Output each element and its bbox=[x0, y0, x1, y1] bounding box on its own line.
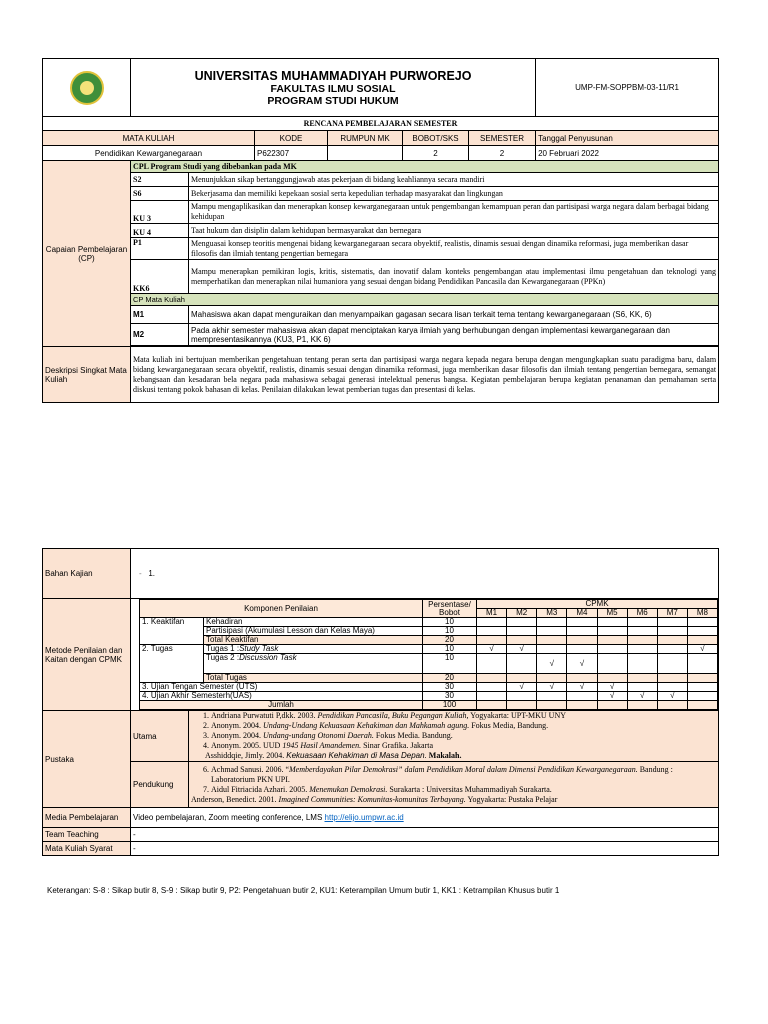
university-logo-icon bbox=[70, 71, 104, 105]
check-icon: √ bbox=[567, 683, 597, 692]
uts-label: 3. Ujian Tengan Semester (UTS) bbox=[140, 683, 423, 692]
cpl-code: S2 bbox=[131, 173, 189, 187]
tugas2-bobot: 10 bbox=[423, 654, 477, 674]
value-semester: 2 bbox=[469, 146, 536, 161]
metode-cell bbox=[131, 599, 719, 711]
uas-bobot: 30 bbox=[423, 692, 477, 701]
total-keaktifan-bobot: 20 bbox=[423, 636, 477, 645]
check-icon: √ bbox=[537, 654, 567, 674]
header-rumpun: RUMPUN MK bbox=[328, 131, 403, 146]
partisipasi-bobot: 10 bbox=[423, 627, 477, 636]
cpl-text: Bekerjasama dan memiliki kepekaan sosial serta kepedulian terhadap masyarakat dan lingkungan bbox=[189, 187, 719, 201]
jumlah-bobot: 100 bbox=[423, 701, 477, 710]
keaktifan-label: 1. Keaktifan bbox=[140, 618, 204, 645]
kehadiran-bobot: 10 bbox=[423, 618, 477, 627]
cpl-code: KU 3 bbox=[131, 201, 189, 224]
pustaka-item: 4. Anonym. 2005. UUD 1945 Hasil Amandemen. Sinar Grafika. Jakarta bbox=[211, 741, 716, 751]
value-bobot: 2 bbox=[403, 146, 469, 161]
cpl-code: P1 bbox=[131, 238, 189, 260]
bahan-kajian-item: 1. bbox=[148, 569, 156, 578]
penilaian-table bbox=[139, 599, 718, 710]
kehadiran-label: Kehadiran bbox=[204, 618, 423, 627]
media-label: Media Pembelajaran bbox=[43, 808, 131, 828]
check-icon: √ bbox=[687, 645, 717, 654]
pustaka-pendukung-extra: Anderson, Benedict. 2001. Imagined Communities: Komunitas-komunitas Terbayang. Yogyakarta: Pustaka Pelajar bbox=[191, 794, 558, 804]
mk-syarat-label: Mata Kuliah Syarat bbox=[43, 842, 131, 856]
cpmk-code: M1 bbox=[131, 306, 189, 324]
cpl-code: KK6 bbox=[131, 260, 189, 294]
cpmk-header: CPMK bbox=[477, 600, 718, 609]
pustaka-utama-extra: Asshiddqie, Jimly. 2004. Kekuasaan Kehakiman di Masa Depan. Makalah. bbox=[205, 751, 462, 760]
pustaka-item: 7. Aidul Fitriacida Azhari. 2005. Menemukan Demokrasi. Surakarta : Universitas Muhammadiyah Surakarta. bbox=[211, 785, 716, 795]
pustaka-item: 3. Anonym. 2004. Undang-undang Otonomi Daerah. Fokus Media. Bandung. bbox=[211, 731, 716, 741]
cpl-title: CPL Program Studi yang dibebankan pada MK bbox=[131, 161, 719, 173]
document-code: UMP-FM-SOPPBM-03-11/R1 bbox=[536, 59, 719, 117]
jumlah-label: Jumlah bbox=[140, 701, 423, 710]
cpl-text: Taat hukum dan disiplin dalam kehidupan bermasyarakat dan bernegara bbox=[189, 224, 719, 238]
check-icon: √ bbox=[507, 683, 537, 692]
cpmk-col-header: M1 bbox=[477, 609, 507, 618]
cpmk-text: Mahasiswa akan dapat menguraikan dan menyampaikan gagasan secara lisan terkait tema tentang kewarganegaraan (S6, KK, 6) bbox=[189, 306, 719, 324]
cpmk-col-header: M8 bbox=[687, 609, 717, 618]
media-text: Video pembelajaran, Zoom meeting conference, LMS bbox=[133, 813, 325, 822]
check-icon: √ bbox=[657, 692, 687, 701]
tugas-label: 2. Tugas bbox=[140, 645, 204, 683]
tugas1-bobot: 10 bbox=[423, 645, 477, 654]
check-icon: √ bbox=[477, 645, 507, 654]
check-icon: √ bbox=[597, 692, 627, 701]
keterangan: Keterangan: S-8 : Sikap butir 8, S-9 : Sikap butir 9, P2: Pengetahuan butir 2, KU1: Keterampilan Umum butir 1, KK1 : Ketrampilan Khusus butir 1 bbox=[47, 886, 560, 895]
deskripsi-text: Mata kuliah ini bertujuan memberikan pengetahuan tentang peran serta dan partisipasi warga negara kepada negara berupa dengan mengungkapkan suatu paradigma baru, dalam bidang kewarganegaraan secara obyektif, realistis, dinamis sesuai dengan dinamika reformasi, juga memberikan dasar filosofis dan ilmiah tentang pengertian bernegara, semangat kebangsaan dan kesadaran bela negara pada mahasiswa sebagai generasi intelektual penerus bangsa. Kegiatan pembelajaran berupa kegiatan penanaman dan pemahaman serta diskusi tentang pokok bahasan di kelas. Penilaian dilakukan lewat pemberian tugas dan presentasi di kelas. bbox=[131, 347, 719, 403]
header-bobot: BOBOT/SKS bbox=[403, 131, 469, 146]
rps-detail-table bbox=[42, 548, 719, 856]
mk-syarat-value: - bbox=[131, 842, 719, 856]
tugas2-label: Tugas 2 :Discussion Task bbox=[204, 654, 423, 674]
uas-label: 4. Ujian Akhir Semesterh(UAS) bbox=[140, 692, 423, 701]
value-kode: P622307 bbox=[255, 146, 328, 161]
pustaka-pendukung-list bbox=[189, 762, 719, 808]
value-tanggal: 20 Februari 2022 bbox=[536, 146, 719, 161]
tugas1-label: Tugas 1 :Study Task bbox=[204, 645, 423, 654]
pustaka-label: Pustaka bbox=[43, 711, 131, 808]
media-value bbox=[131, 808, 719, 828]
pustaka-item: 2. Anonym. 2004. Undang-Undang Kekuasaan Kehakiman dan Mahkamah agung. Fokus Media, Bandung. bbox=[211, 721, 716, 731]
faculty-name: FAKULTAS ILMU SOSIAL bbox=[270, 82, 396, 95]
check-icon: √ bbox=[507, 645, 537, 654]
institution-title bbox=[131, 59, 536, 117]
total-tugas-bobot: 20 bbox=[423, 674, 477, 683]
cpl-code: S6 bbox=[131, 187, 189, 201]
cpmk-col-header: M3 bbox=[537, 609, 567, 618]
header-semester: SEMESTER bbox=[469, 131, 536, 146]
cpl-text: Mampu menerapkan pemikiran logis, kritis, sistematis, dan inovatif dalam konteks pengembangan atau implementasi ilmu pengetahuan dan teknologi yang memperhatikan dan menerapkan nilai humaniora yang sesuai dengan bidang Pendidikan Pancasila dan Kewarganegaraan (PPKn) bbox=[189, 260, 719, 294]
total-keaktifan-label: Total Keaktifan bbox=[204, 636, 423, 645]
bullet: - bbox=[139, 569, 142, 578]
deskripsi-label: Deskripsi Singkat Mata Kuliah bbox=[43, 347, 131, 403]
metode-label: Metode Penilaian dan Kaitan dengan CPMK bbox=[43, 599, 131, 711]
uts-bobot: 30 bbox=[423, 683, 477, 692]
check-icon: √ bbox=[537, 683, 567, 692]
lms-link[interactable]: http://elijo.umpwr.ac.id bbox=[324, 813, 404, 822]
cp-label: Capaian Pembelajaran (CP) bbox=[43, 161, 131, 347]
check-icon: √ bbox=[597, 683, 627, 692]
cpmk-title: CP Mata Kuliah bbox=[131, 294, 719, 306]
program-name: PROGRAM STUDI HUKUM bbox=[267, 94, 399, 107]
header-tanggal: Tanggal Penyusunan bbox=[536, 131, 719, 146]
rps-title: RENCANA PEMBELAJARAN SEMESTER bbox=[43, 117, 719, 131]
check-icon: √ bbox=[627, 692, 657, 701]
bahan-kajian-label: Bahan Kajian bbox=[43, 549, 131, 599]
logo-cell bbox=[43, 59, 131, 117]
value-rumpun bbox=[328, 146, 403, 161]
cpl-text: Menunjukkan sikap bertanggungjawab atas pekerjaan di bidang keahliannya secara mandiri bbox=[189, 173, 719, 187]
cpl-code: KU 4 bbox=[131, 224, 189, 238]
team-teaching-value: - bbox=[131, 828, 719, 842]
header-kode: KODE bbox=[255, 131, 328, 146]
value-mata-kuliah: Pendidikan Kewarganegaraan bbox=[43, 146, 255, 161]
total-tugas-label: Total Tugas bbox=[204, 674, 423, 683]
cpmk-col-header: M2 bbox=[507, 609, 537, 618]
cpmk-col-header: M5 bbox=[597, 609, 627, 618]
bobot-header: Persentase/ Bobot bbox=[423, 600, 477, 618]
pustaka-utama-label: Utama bbox=[131, 711, 189, 762]
pustaka-pendukung-label: Pendukung bbox=[131, 762, 189, 808]
team-teaching-label: Team Teaching bbox=[43, 828, 131, 842]
cpl-text: Mampu mengaplikasikan dan menerapkan konsep kewarganegaraan untuk pengembangan kemampuan peran dan partisipasi warga negara dalam berbagai bidang kehidupan bbox=[189, 201, 719, 224]
cpmk-col-header: M4 bbox=[567, 609, 597, 618]
bahan-kajian-value bbox=[131, 549, 719, 599]
pustaka-item: 1. Andriana Purwatuti P,dkk. 2003. Pendidikan Pancasila, Buku Pegangan Kuliah, Yogyakarta: UPT-MKU UNY bbox=[211, 711, 716, 721]
cpmk-code: M2 bbox=[131, 324, 189, 346]
partisipasi-label: Partisipasi (Akumulasi Lesson dan Kelas Maya) bbox=[204, 627, 423, 636]
pustaka-item: 6. Achmad Sanusi. 2006. “Memberdayakan Pilar Demokrasi” dalam Pendidikan Moral dalam Dimensi Pendidikan Kewarganegaraan. Bandung : Laboratorium PKN UPI. bbox=[211, 765, 716, 785]
pustaka-utama-list bbox=[189, 711, 719, 762]
university-name: UNIVERSITAS MUHAMMADIYAH PURWOREJO bbox=[194, 68, 472, 83]
check-icon: √ bbox=[567, 654, 597, 674]
komponen-header: Komponen Penilaian bbox=[140, 600, 423, 618]
cpmk-text: Pada akhir semester mahasiswa akan dapat menciptakan karya ilmiah yang berhubungan dengan implementasi kewarganegaraan dan mempresentasikannya (KU3, P1, KK 6) bbox=[189, 324, 719, 346]
cpmk-col-header: M6 bbox=[627, 609, 657, 618]
cpmk-col-header: M7 bbox=[657, 609, 687, 618]
rps-header-table bbox=[42, 58, 719, 403]
header-mata-kuliah: MATA KULIAH bbox=[43, 131, 255, 146]
cpl-text: Menguasai konsep teoritis mengenai bidang kewarganegaraan secara obyektif, realistis, dinamis sesuai dengan dinamika reformasi, juga memberikan dasar filosofis dan ilmiah tentang pengertian bernegara bbox=[189, 238, 719, 260]
